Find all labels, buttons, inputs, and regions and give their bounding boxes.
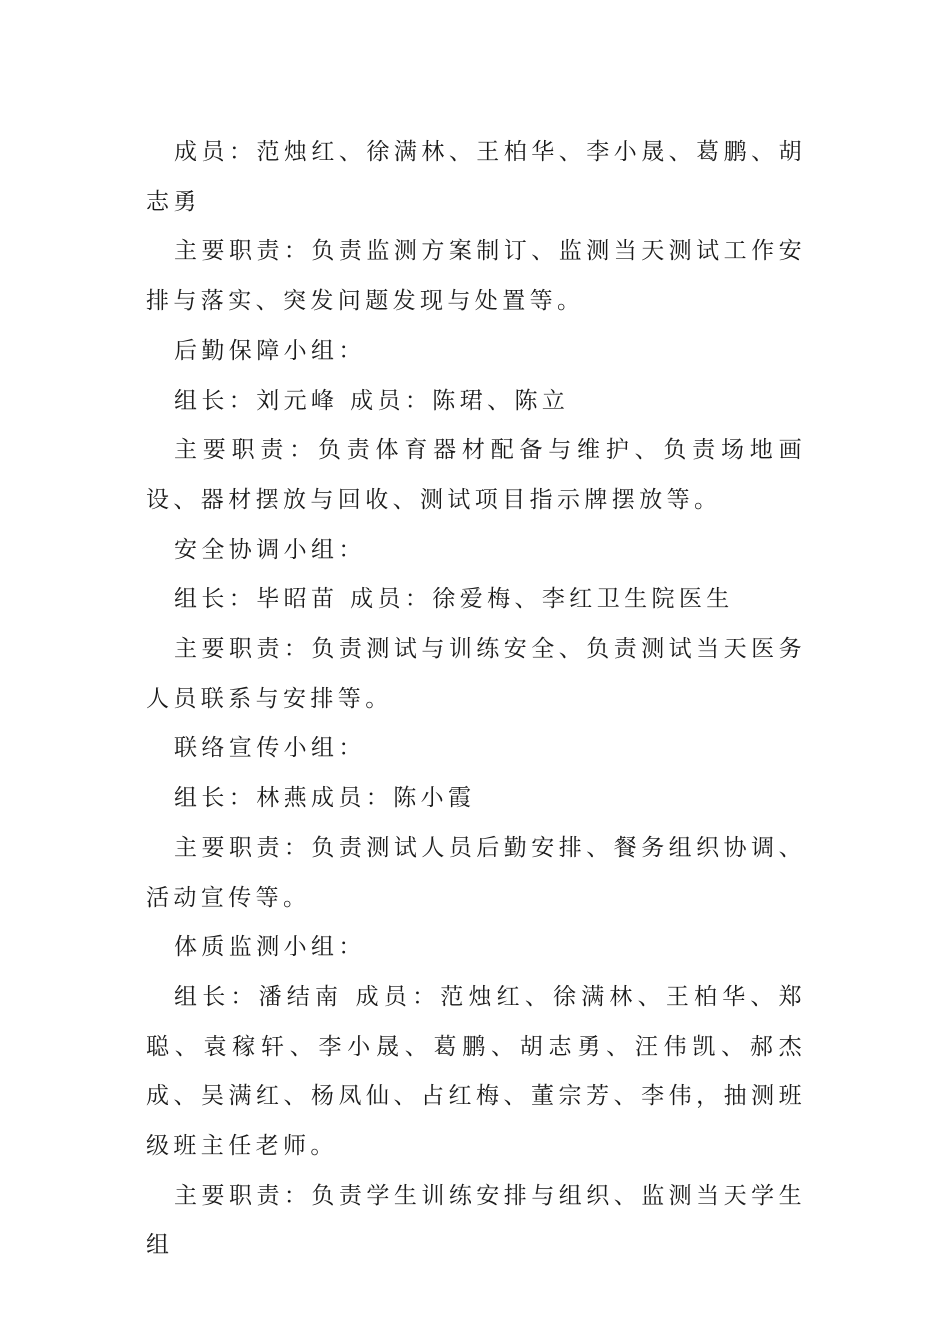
paragraph-duties-monitoring: 主要职责：负责监测方案制订、监测当天测试工作安排与落实、突发问题发现与处置等。 bbox=[146, 238, 806, 315]
heading-safety-group: 安全协调小组： bbox=[174, 536, 366, 563]
paragraph-safety-leader: 组长：毕昭苗 成员：徐爱梅、李红卫生院医生 bbox=[174, 586, 734, 613]
paragraph-duties-logistics: 主要职责：负责体育器材配备与维护、负责场地画设、器材摆放与回收、测试项目指示牌摆放等。 bbox=[146, 437, 806, 513]
document-body bbox=[146, 128, 806, 1271]
paragraph-fitness-leader: 组长：潘结南 成员：范烛红、徐满林、王柏华、郑聪、袁稼轩、李小晟、葛鹏、胡志勇、汪伟凯、郝杰成、吴满红、杨凤仙、占红梅、董宗芳、李伟，抽测班级班主任老师。 bbox=[146, 983, 806, 1160]
heading-liaison-group: 联络宣传小组： bbox=[174, 735, 366, 762]
paragraph-duties-liaison: 主要职责：负责测试人员后勤安排、餐务组织协调、活动宣传等。 bbox=[146, 834, 806, 911]
paragraph-logistics-leader: 组长：刘元峰 成员：陈珺、陈立 bbox=[174, 387, 570, 414]
heading-fitness-group: 体质监测小组： bbox=[174, 934, 366, 961]
paragraph-liaison-leader: 组长：林燕成员：陈小霞 bbox=[174, 785, 476, 812]
heading-logistics-group: 后勤保障小组： bbox=[174, 337, 366, 364]
paragraph-members: 成员：范烛红、徐满林、王柏华、李小晟、葛鹏、胡志勇 bbox=[146, 139, 806, 215]
paragraph-duties-safety: 主要职责：负责测试与训练安全、负责测试当天医务人员联系与安排等。 bbox=[146, 636, 806, 712]
paragraph-duties-fitness: 主要职责：负责学生训练安排与组织、监测当天学生组 bbox=[146, 1182, 806, 1259]
